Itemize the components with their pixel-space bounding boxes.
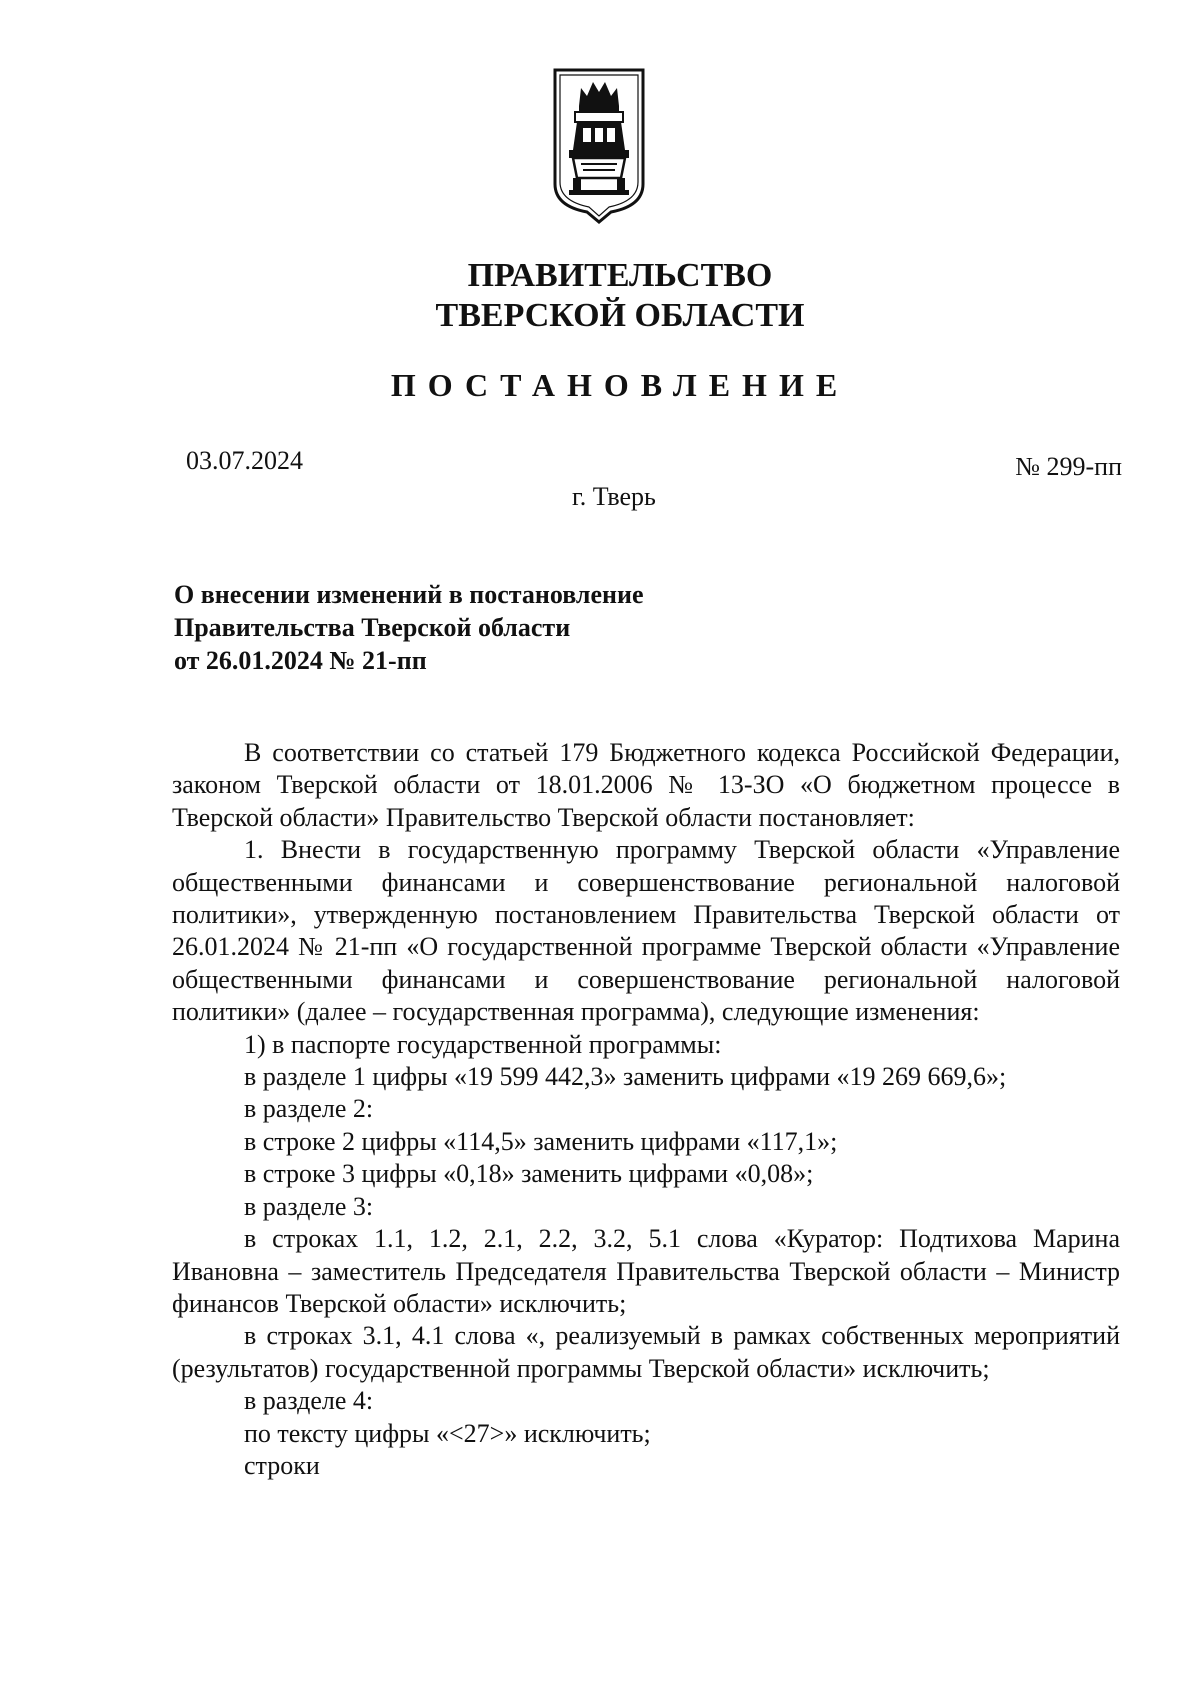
rows-curator-change: в строках 1.1, 1.2, 2.1, 2.2, 3.2, 5.1 слова «Куратор: Подтихова Марина Ивановна – заместитель Председателя Правительства Тверской области – Министр финансов Тверской области» исключить; <box>172 1224 1120 1318</box>
subject-line2: Правительства Тверской области <box>174 613 571 642</box>
section-4-heading: в разделе 4: <box>244 1386 374 1416</box>
preamble-paragraph: В соответствии со статьей 179 Бюджетного кодекса Российской Федерации, законом Тверской области от 18.01.2006 № 13-ЗО «О бюджетном процессе в Тверской области» Правительство Тверской области постановляет: <box>172 738 1120 832</box>
rows-3-1-4-1-change: в строках 3.1, 4.1 слова «, реализуемый в рамках собственных мероприятий (результатов) государственной программы Тверской области» исключить; <box>172 1321 1120 1383</box>
text-digits-change: по тексту цифры «<27>» исключить; <box>244 1418 651 1448</box>
row-2-change: в строке 2 цифры «114,5» заменить цифрами «117,1»; <box>244 1126 838 1156</box>
section-2-heading: в разделе 2: <box>244 1094 374 1124</box>
government-name-line1: ПРАВИТЕЛЬСТВО <box>467 257 773 294</box>
subitem-1-paragraph: 1) в паспорте государственной программы: <box>244 1029 722 1059</box>
subject-line1: О внесении изменений в постановление <box>174 580 644 609</box>
rows-word: строки <box>244 1450 320 1480</box>
subject-line3: от 26.01.2024 № 21-пп <box>174 646 427 675</box>
document-subject <box>174 578 644 677</box>
document-type: ПОСТАНОВЛЕНИЕ <box>390 367 850 403</box>
document-city: г. Тверь <box>572 482 656 511</box>
document-number: № 299-пп <box>1015 452 1122 481</box>
document-date: 03.07.2024 <box>186 446 303 475</box>
tver-coat-of-arms-icon <box>551 66 647 226</box>
section-1-change: в разделе 1 цифры «19 599 442,3» заменить цифрами «19 269 669,6»; <box>244 1062 1007 1092</box>
government-name-line2: ТВЕРСКОЙ ОБЛАСТИ <box>435 297 805 334</box>
document-body <box>172 737 1120 1482</box>
section-3-heading: в разделе 3: <box>244 1191 374 1221</box>
row-3-change: в строке 3 цифры «0,18» заменить цифрами «0,08»; <box>244 1159 814 1189</box>
item-1-paragraph: 1. Внести в государственную программу Тверской области «Управление общественными финансами и совершенствование региональной налоговой политики», утвержденную постановлением Правительства Тверской области от 26.01.2024 № 21-пп «О государственной программе Тверской области «Управление общественными финансами и совершенствование региональной налоговой политики» (далее – государственная программа), следующие изменения: <box>172 835 1120 1027</box>
